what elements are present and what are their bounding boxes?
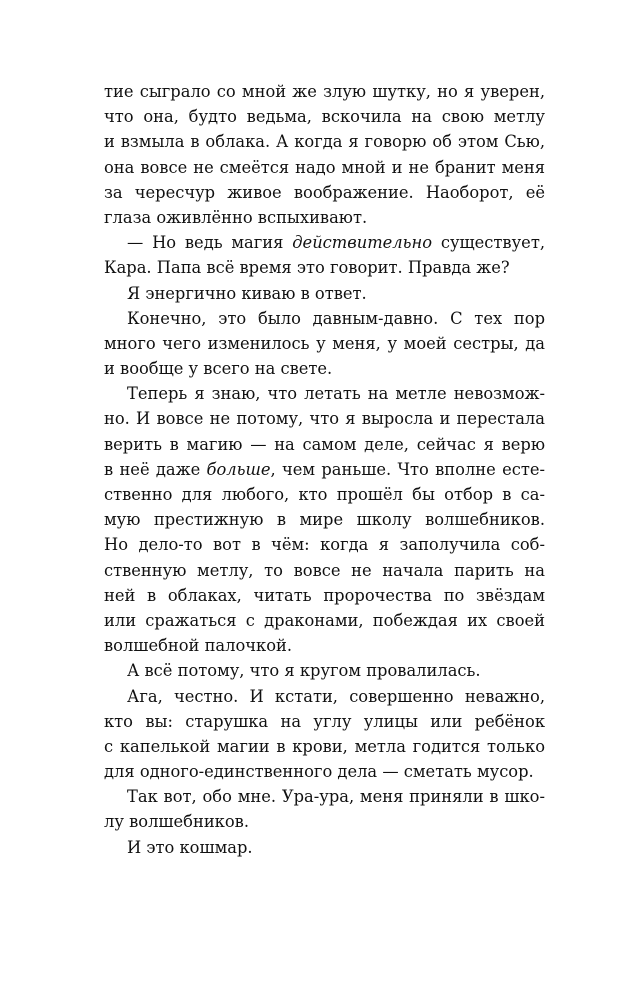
text-line	[104, 230, 545, 255]
text-line	[104, 608, 545, 633]
text-run: много чего изменилось у меня, у моей сестры, да	[104, 333, 545, 353]
text-run: но. И вовсе не потому, что я выросла и перестала	[104, 409, 545, 429]
text-line	[104, 104, 545, 129]
text-run: существует,	[432, 233, 545, 253]
text-line	[104, 734, 545, 759]
text-run: кто вы: старушка на углу улицы или ребёнок	[104, 711, 545, 731]
text-run: в неё даже	[104, 459, 207, 479]
text-line	[104, 482, 545, 507]
text-line	[104, 381, 545, 406]
text-run: Кара. Папа всё время это говорит. Правда же?	[104, 258, 510, 278]
text-run: ней в облаках, читать пророчества по звёздам	[104, 585, 545, 605]
text-line	[104, 809, 545, 834]
text-line	[104, 356, 545, 381]
paragraph	[104, 230, 545, 280]
paragraph	[104, 79, 545, 230]
text-run: что она, будто ведьма, вскочила на свою метлу	[104, 107, 545, 127]
text-line	[104, 633, 545, 658]
text-line	[104, 205, 545, 230]
text-run: за чересчур живое воображение. Наоборот, её	[104, 182, 545, 202]
text-line	[104, 79, 545, 104]
text-run: Ага, честно. И кстати, совершенно неважно,	[127, 686, 545, 706]
text-line	[104, 432, 545, 457]
text-run: глаза оживлённо вспыхивают.	[104, 207, 368, 227]
text-run: Но дело-то вот в чём: когда я заполучила соб-	[104, 535, 545, 555]
text-run: ственно для любого, кто прошёл бы отбор в са-	[104, 485, 545, 504]
italic-text: больше	[206, 459, 271, 479]
text-line	[104, 558, 545, 583]
text-line	[104, 835, 545, 860]
text-run: или сражаться с драконами, побеждая их своей	[104, 610, 545, 630]
text-run: для одного-единственного дела — сметать мусор.	[104, 762, 534, 782]
body-text	[104, 79, 545, 860]
text-line	[104, 306, 545, 331]
text-run: тие сыграло со мной же злую шутку, но я уверен,	[104, 82, 545, 101]
text-line	[104, 784, 545, 809]
text-line	[104, 281, 545, 306]
text-line	[104, 532, 545, 557]
text-run: волшебной палочкой.	[104, 636, 293, 656]
text-run: , чем раньше. Что вполне есте-	[270, 459, 545, 479]
text-run: с капелькой магии в крови, метла годится только	[104, 736, 545, 756]
text-line	[104, 255, 545, 280]
text-line	[104, 331, 545, 356]
text-run: и взмыла в облака. А когда я говорю об этом Сью,	[104, 132, 545, 152]
text-line	[104, 180, 545, 205]
text-line	[104, 155, 545, 180]
paragraph	[104, 835, 545, 860]
text-line	[104, 583, 545, 608]
paragraph	[104, 381, 545, 658]
text-run: верить в магию — на самом деле, сейчас я верю	[104, 434, 545, 454]
italic-text: действительно	[292, 233, 433, 253]
text-run: и вообще у всего на свете.	[104, 359, 333, 379]
text-run: ственную метлу, то вовсе не начала парить на	[104, 560, 545, 580]
paragraph	[104, 784, 545, 834]
text-run: она вовсе не смеётся надо мной и не бранит меня	[104, 157, 545, 177]
text-run: Так вот, обо мне. Ура-ура, меня приняли в шко-	[127, 787, 545, 807]
text-run: Я энергично киваю в ответ.	[127, 283, 367, 303]
text-run: Конечно, это было давным-давно. С тех пор	[127, 308, 545, 328]
text-line	[104, 406, 545, 431]
text-run: Теперь я знаю, что летать на метле невозмож-	[127, 384, 545, 404]
paragraph	[104, 281, 545, 306]
text-line	[104, 507, 545, 532]
text-run: А всё потому, что я кругом провалилась.	[127, 661, 481, 681]
paragraph	[104, 306, 545, 382]
text-line	[104, 684, 545, 709]
text-line	[104, 709, 545, 734]
text-run: мую престижную в мире школу волшебников.	[104, 510, 545, 530]
text-line	[104, 759, 545, 784]
text-run: И это кошмар.	[127, 837, 253, 857]
text-run: — Но ведь магия	[127, 233, 293, 253]
paragraph	[104, 684, 545, 785]
text-run: лу волшебников.	[104, 812, 250, 832]
text-line	[104, 129, 545, 154]
paragraph	[104, 658, 545, 683]
text-line	[104, 658, 545, 683]
text-line	[104, 457, 545, 482]
